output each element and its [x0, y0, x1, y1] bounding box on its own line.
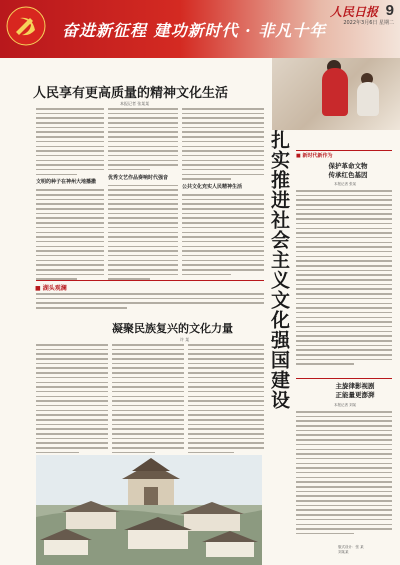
- sidebar-item2-title-line1: 主旋律影视剧: [335, 382, 375, 390]
- sidebar-item1-title-line2: 传承红色基因: [328, 171, 368, 179]
- sidebar-tag-label: 新时代新作为: [302, 153, 333, 159]
- article-second-col-2: [112, 344, 184, 457]
- masthead-logo: 人民日报: [329, 5, 378, 19]
- party-emblem-icon: [6, 6, 46, 46]
- footer-credit-line1: 版式设计：张 某: [338, 545, 364, 549]
- article-main-col-3: [182, 108, 264, 278]
- article-second-col-3: [188, 344, 264, 457]
- vertical-headline: 扎实推进社会主义文化强国建设: [268, 130, 290, 410]
- volunteer-photo: [272, 58, 400, 130]
- heritage-site-photo: [36, 455, 262, 565]
- section-tag: ■ 湖头观澜: [35, 285, 67, 292]
- sidebar-item2-title: [320, 382, 390, 400]
- article-main-col-2: [108, 108, 178, 283]
- sidebar-item2-title-line2: 正能量更澎湃: [335, 391, 375, 399]
- sidebar-item2-byline: 本报记者 刘某: [334, 403, 357, 407]
- article-main-subhead-1: 文明的种子在神州大地播撒: [36, 179, 97, 186]
- sidebar-tag: ■ 新时代新作为: [296, 153, 333, 159]
- article-main-subhead-3: 公共文化充实人民精神生活: [182, 184, 243, 190]
- heritage-buildings-illustration: [36, 455, 262, 565]
- footer-credit-line2: 刘某某: [338, 550, 349, 554]
- article-main-col-1: [36, 108, 104, 283]
- article-second-byline: 许 某: [180, 337, 190, 342]
- article-main-subhead-2: 优秀文艺作品奏响时代强音: [108, 174, 169, 181]
- issue-date: 2022年3月6日 星期二: [343, 20, 394, 26]
- sidebar-item1-byline: 本报记者 张某: [334, 182, 357, 186]
- sidebar-divider: [296, 150, 392, 151]
- article-second-lead: [36, 293, 264, 312]
- page-number: 9: [385, 2, 394, 19]
- banner-slogan: 奋进新征程 建功新时代 · 非凡十年: [62, 21, 327, 40]
- sidebar-item1-title: [308, 162, 388, 180]
- article-second-title: 凝聚民族复兴的文化力量: [112, 322, 233, 335]
- sidebar-item2-body: [296, 411, 392, 538]
- sidebar-item1-title-line1: 保护革命文物: [328, 162, 368, 170]
- article-main-byline: 本报记者 张某某: [120, 101, 150, 106]
- section-tag-label: 湖头观澜: [42, 285, 67, 292]
- sidebar-item1-body: [296, 190, 392, 368]
- sidebar-divider-2: [296, 378, 392, 379]
- article-second-col-1: [36, 344, 108, 457]
- article-main-title: 人民享有更高质量的精神文化生活: [33, 86, 229, 101]
- section-divider: [36, 280, 264, 281]
- footer-credit: [338, 545, 364, 555]
